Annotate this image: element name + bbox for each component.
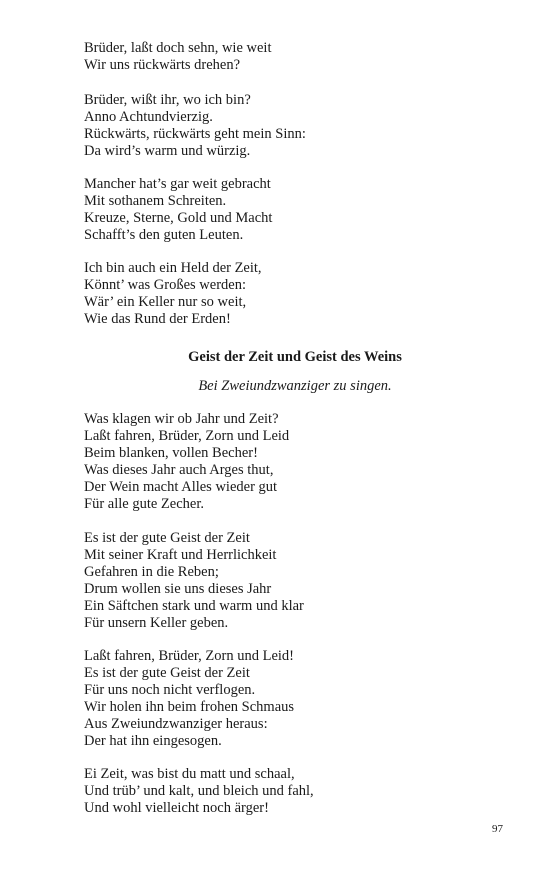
verse-line: Brüder, wißt ihr, wo ich bin? <box>84 92 251 108</box>
verse-line: Es ist der gute Geist der Zeit <box>84 530 250 546</box>
verse-line: Es ist der gute Geist der Zeit <box>84 665 250 681</box>
verse-line: Kreuze, Sterne, Gold und Macht <box>84 210 273 226</box>
verse-line: Laßt fahren, Brüder, Zorn und Leid! <box>84 648 294 664</box>
verse-line: Wie das Rund der Erden! <box>84 311 231 327</box>
verse-line: Was dieses Jahr auch Arges thut, <box>84 462 274 478</box>
verse-line: Der Wein macht Alles wieder gut <box>84 479 278 495</box>
verse-line: Ein Säftchen stark und warm und klar <box>84 598 304 614</box>
stanza <box>84 530 304 632</box>
page-number: 97 <box>492 823 503 835</box>
poem-title: Geist der Zeit und Geist des Weins <box>188 349 402 365</box>
verse-line: Da wird’s warm und würzig. <box>84 143 251 159</box>
stanza <box>84 176 272 244</box>
verse-line: Schafft’s den guten Leuten. <box>84 227 244 243</box>
stanza <box>84 260 262 328</box>
verse-line: Brüder, laßt doch sehn, wie weit <box>84 40 272 56</box>
stanza <box>84 40 271 74</box>
verse-line: Gefahren in die Reben; <box>84 564 219 580</box>
verse-line: Und wohl vielleicht noch ärger! <box>84 800 269 816</box>
verse-line: Ei Zeit, was bist du matt und schaal, <box>84 766 295 782</box>
verse-line: Wir uns rückwärts drehen? <box>84 57 241 73</box>
stanza <box>84 648 294 750</box>
verse-line: Für alle gute Zecher. <box>84 496 204 512</box>
verse-line: Könnt’ was Großes werden: <box>84 277 247 293</box>
verse-line: Ich bin auch ein Held der Zeit, <box>84 260 262 276</box>
verse-line: Für uns noch nicht verflogen. <box>84 682 256 698</box>
verse-line: Aus Zweiundzwanziger heraus: <box>84 716 268 732</box>
verse-line: Wir holen ihn beim frohen Schmaus <box>84 699 295 715</box>
verse-line: Mancher hat’s gar weit gebracht <box>84 176 271 192</box>
poem-subtitle: Bei Zweiundzwanziger zu singen. <box>198 378 392 394</box>
stanza <box>84 411 289 513</box>
verse-line: Für unsern Keller geben. <box>84 615 229 631</box>
verse-line: Rückwärts, rückwärts geht mein Sinn: <box>84 126 306 142</box>
verse-line: Mit seiner Kraft und Herrlichkeit <box>84 547 277 563</box>
verse-line: Drum wollen sie uns dieses Jahr <box>84 581 272 597</box>
verse-line: Was klagen wir ob Jahr und Zeit? <box>84 411 279 427</box>
verse-line: Wär’ ein Keller nur so weit, <box>84 294 247 310</box>
stanza <box>84 92 306 160</box>
verse-line: Und trüb’ und kalt, und bleich und fahl, <box>84 783 314 799</box>
verse-line: Laßt fahren, Brüder, Zorn und Leid <box>84 428 290 444</box>
verse-line: Beim blanken, vollen Becher! <box>84 445 258 461</box>
stanza <box>84 766 314 817</box>
verse-line: Der hat ihn eingesogen. <box>84 733 222 749</box>
verse-line: Anno Achtundvierzig. <box>84 109 213 125</box>
verse-line: Mit sothanem Schreiten. <box>84 193 227 209</box>
